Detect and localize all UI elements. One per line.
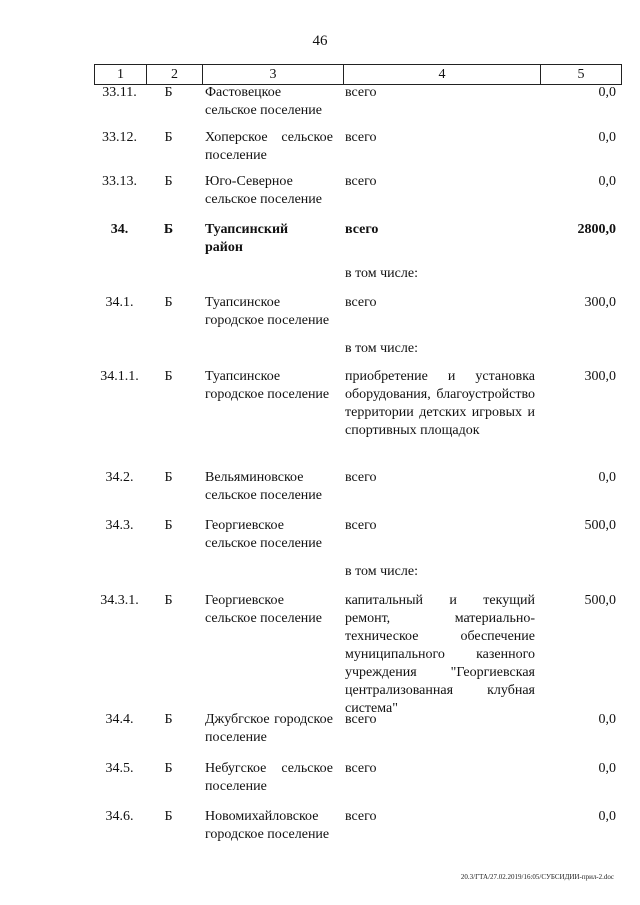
row-name: Новомихайловское городское поселение — [205, 809, 330, 842]
row-purpose: всего — [345, 712, 377, 727]
row-number: 34.1.1. — [100, 369, 139, 384]
row-category: Б — [164, 85, 173, 100]
row-category: Б — [164, 712, 173, 727]
row-amount: 2800,0 — [577, 222, 616, 237]
row-number: 34. — [110, 222, 129, 237]
row-name: Георгиевское сельское поселение — [205, 518, 322, 551]
row-category: Б — [164, 593, 173, 608]
row-number: 34.2. — [105, 470, 134, 485]
row-purpose: всего — [345, 222, 379, 237]
row-number: 34.1. — [105, 295, 134, 310]
row-number: 34.3. — [105, 518, 134, 533]
subheading-including: в том числе: — [345, 564, 418, 579]
row-name: Юго-Северное сельское поселение — [205, 174, 322, 207]
row-amount: 0,0 — [598, 761, 616, 776]
row-name: Георгиевское сельское поселение — [205, 593, 322, 626]
row-amount: 0,0 — [598, 174, 616, 189]
subheading-including: в том числе: — [345, 266, 418, 281]
header-col-1: 1 — [95, 65, 147, 85]
row-category: Б — [164, 809, 173, 824]
header-col-2: 2 — [147, 65, 203, 85]
column-header-row — [94, 64, 622, 85]
row-number: 34.3.1. — [100, 593, 139, 608]
row-purpose: всего — [345, 809, 377, 824]
row-category: Б — [164, 470, 173, 485]
row-category: Б — [164, 761, 173, 776]
row-category: Б — [164, 130, 173, 145]
row-amount: 0,0 — [598, 712, 616, 727]
row-amount: 500,0 — [584, 518, 616, 533]
row-category: Б — [163, 222, 174, 237]
header-col-3: 3 — [203, 65, 344, 85]
header-col-4: 4 — [344, 65, 541, 85]
row-number: 33.13. — [102, 174, 137, 189]
row-amount: 0,0 — [598, 130, 616, 145]
row-amount: 0,0 — [598, 85, 616, 100]
row-amount: 0,0 — [598, 809, 616, 824]
row-amount: 300,0 — [584, 369, 616, 384]
row-purpose: всего — [345, 174, 377, 189]
row-number: 33.12. — [102, 130, 137, 145]
row-name: Туапсинское городское поселение — [205, 369, 330, 402]
file-path-footer: 20.3/ГТА/27.02.2019/16:05/СУБСИДИИ-прил-2.doc — [460, 873, 614, 881]
row-category: Б — [164, 174, 173, 189]
row-number: 34.4. — [105, 712, 134, 727]
row-number: 34.6. — [105, 809, 134, 824]
row-purpose: капитальный и текущий ремонт, материально-техническое обеспечение муниципального казенного учреждения "Георгиевская централизованная клубная система" — [345, 593, 535, 716]
row-name: Туапсинский район — [205, 222, 289, 255]
row-purpose: всего — [345, 295, 377, 310]
row-name: Небугское сельское поселение — [205, 761, 333, 794]
row-purpose: всего — [345, 85, 377, 100]
row-name: Хоперское сельское поселение — [205, 130, 333, 163]
row-name: Туапсинское городское поселение — [205, 295, 330, 328]
row-purpose: всего — [345, 470, 377, 485]
row-category: Б — [164, 295, 173, 310]
row-name: Вельяминовское сельское поселение — [205, 470, 322, 503]
row-amount: 0,0 — [598, 470, 616, 485]
row-category: Б — [164, 518, 173, 533]
page-number: 46 — [312, 33, 328, 49]
row-number: 34.5. — [105, 761, 134, 776]
subheading-including: в том числе: — [345, 341, 418, 356]
row-purpose: всего — [345, 761, 377, 776]
row-number: 33.11. — [102, 85, 137, 100]
row-purpose: всего — [345, 130, 377, 145]
row-purpose: всего — [345, 518, 377, 533]
row-purpose: приобретение и установка оборудования, благоустройство территории детских игровых и спортивных площадок — [345, 369, 535, 438]
row-name: Фастовецкое сельское поселение — [205, 85, 322, 118]
row-amount: 300,0 — [584, 295, 616, 310]
header-col-5: 5 — [541, 65, 622, 85]
row-category: Б — [164, 369, 173, 384]
row-name: Джубгское городское поселение — [205, 712, 333, 745]
row-amount: 500,0 — [584, 593, 616, 608]
